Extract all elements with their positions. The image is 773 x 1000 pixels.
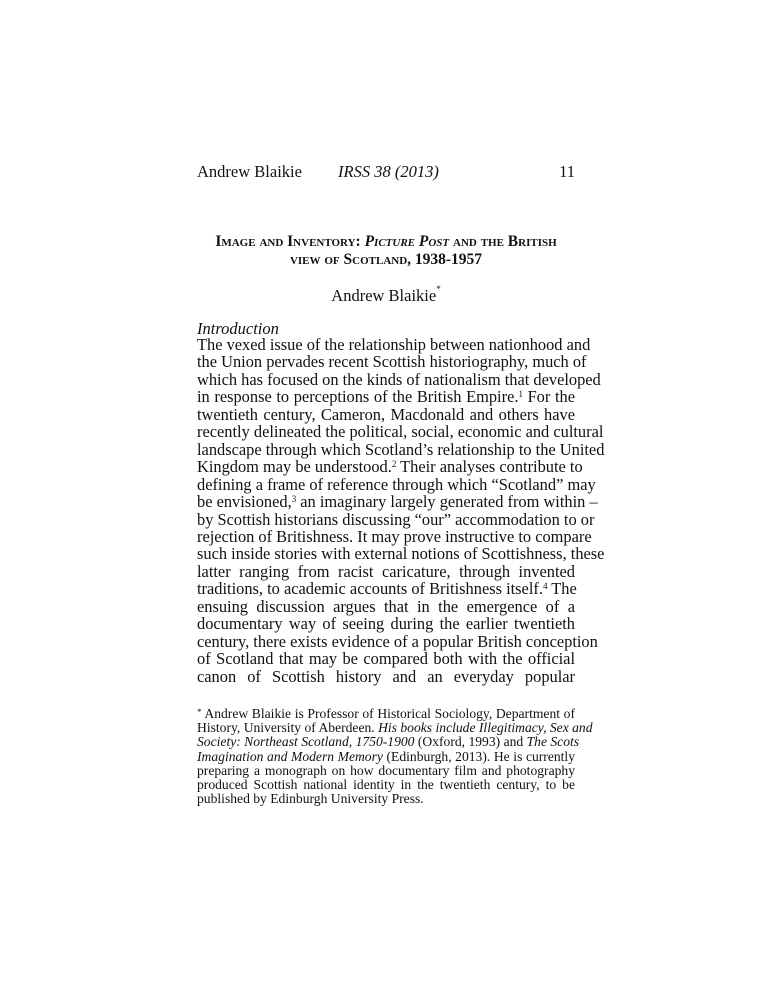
body-text-segment: the Union pervades recent Scottish historiography, much of	[197, 352, 587, 372]
body-text-segment: The	[547, 579, 577, 599]
body-text-segment: landscape through which Scotland’s relationship to the United	[197, 439, 605, 459]
body-text-segment: traditions, to academic accounts of Britishness itself.	[197, 579, 543, 599]
body-text-segment: recently delineated the political, social, economic and cultural	[197, 422, 604, 442]
running-header-author: Andrew Blaikie	[197, 162, 302, 181]
body-line	[197, 388, 575, 405]
footnote-line	[197, 734, 580, 750]
body-text-segment: by Scottish historians discussing “our” accommodation to or	[197, 509, 595, 529]
footnote-text-italic: Society: Northeast Scotland, 1750-1900	[197, 734, 415, 750]
footnote-text-italic: Imagination and Modern Memory	[197, 748, 383, 764]
footnote-text: History, University of Aberdeen.	[197, 720, 379, 736]
page-number: 11	[559, 162, 575, 181]
body-text-segment: such inside stories with external notions of Scottishness, these	[197, 544, 605, 564]
footnote-line	[197, 707, 575, 721]
author-name: Andrew Blaikie	[331, 286, 437, 305]
body-text-segment: which has focused on the kinds of nationalism that developed	[197, 369, 601, 389]
title-publication: Picture Post	[364, 233, 450, 250]
footnote-reference[interactable]: 4	[542, 581, 548, 592]
title-text: and the British	[449, 233, 557, 250]
footnote-text-italic: The Scots	[526, 734, 580, 750]
article-author	[197, 286, 575, 306]
body-line	[197, 631, 598, 651]
body-line	[197, 668, 575, 685]
body-text-segment: in response to perceptions of the British Empire.	[197, 387, 519, 407]
body-line	[197, 526, 592, 546]
footnote	[197, 706, 593, 807]
footnote-reference[interactable]: 3	[291, 494, 297, 505]
body-text-segment: canon of Scottish history and an everyday popular	[197, 666, 575, 686]
body-line	[197, 422, 604, 442]
body-text-segment: For the	[522, 387, 575, 407]
article-title-line-2: view of Scotland, 1938-1957	[289, 251, 483, 268]
body-line	[197, 439, 605, 459]
section-heading: Introduction	[197, 319, 279, 338]
footnote-line: preparing a monograph on how documentary film and photography	[197, 762, 575, 778]
body-text-segment: of Scotland that may be compared both with the official	[197, 649, 575, 669]
body-line	[197, 580, 575, 597]
footnote-reference[interactable]: 1	[518, 389, 523, 400]
body-text-segment: century, there exists evidence of a popular British conception	[197, 631, 598, 651]
body-text-segment: defining a frame of reference through which “Scotland” may	[197, 474, 596, 494]
body-line	[197, 457, 583, 477]
footnote-text: (Oxford, 1993) and	[414, 734, 527, 750]
footnote-marker: *	[436, 284, 441, 294]
footnote-text-italic: His books include Illegitimacy, Sex and	[378, 720, 593, 736]
body-line	[197, 650, 575, 667]
body-line	[197, 335, 591, 354]
body-text-segment: ensuing discussion argues that in the emergence of a	[197, 596, 575, 616]
running-header-journal: IRSS 38 (2013)	[338, 162, 439, 181]
body-line	[197, 563, 575, 580]
body-text-segment: be envisioned,	[197, 492, 292, 512]
footnote-line: produced Scottish national identity in the twentieth century, to be	[197, 777, 575, 793]
footnote-line: published by Edinburgh University Press.	[197, 791, 424, 807]
body-text-segment: an imaginary largely generated from within –	[296, 492, 598, 512]
body-text-segment: documentary way of seeing during the earlier twentieth	[197, 614, 575, 634]
body-text-segment: rejection of Britishness. It may prove instructive to compare	[197, 526, 592, 546]
body-text-segment: The vexed issue of the relationship between nationhood and	[197, 335, 591, 354]
body-line	[197, 544, 605, 564]
body-line	[197, 509, 595, 529]
footnote-marker: *	[197, 707, 202, 717]
body-text	[197, 335, 605, 686]
footnote-line	[197, 720, 593, 736]
title-text: Image and Inventory:	[215, 233, 365, 250]
footnote-text: (Edinburgh, 2013). He is currently	[382, 748, 576, 764]
body-line	[197, 598, 575, 615]
body-text-segment: Kingdom may be understood.	[197, 457, 392, 477]
body-line	[197, 352, 587, 372]
footnote-line	[197, 750, 575, 764]
body-text-segment: twentieth century, Cameron, Macdonald and others have	[197, 404, 575, 424]
body-line	[197, 492, 598, 512]
article-title-line-1	[197, 233, 575, 251]
body-line	[197, 369, 601, 389]
footnote-text: Andrew Blaikie is Professor of Historical Sociology, Department of	[201, 706, 575, 721]
body-line	[197, 406, 575, 423]
body-line	[197, 615, 575, 632]
footnote-reference[interactable]: 2	[391, 459, 397, 470]
body-text-segment: Their analyses contribute to	[396, 457, 583, 477]
body-line	[197, 474, 596, 494]
body-text-segment: latter ranging from racist caricature, through invented	[197, 561, 575, 581]
